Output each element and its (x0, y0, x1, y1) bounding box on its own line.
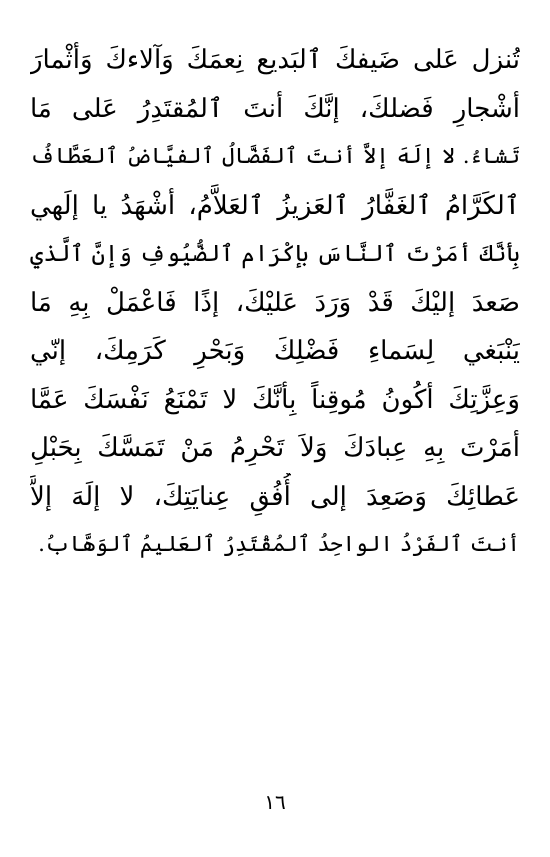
text-line-8: وَعِزَّتِكَ أكُونُ مُوقِناً بِأنَّكَ لا تَمْنَعُ نَفْسَكَ عَمَّا (30, 384, 520, 415)
text-line-4: ٱلكَرَّامُ ٱلغَفَّارُ ٱلعَزيزُ ٱلعَلاَّمُ، أشْهَدُ يا إلَهي (30, 190, 520, 221)
text-line-1: تُنزل عَلى ضَيفكَ ٱلبَديع نِعمَكَ وَآلاءكَ وَأثْمارَ (30, 45, 520, 75)
text-line-6: صَعدَ إليْكَ قَدْ وَرَدَ عَليْكَ، إذًا فَاعْمَلْ بِهِ مَا (30, 287, 520, 318)
text-line-10: عَطائِكَ وَصَعِدَ إلى أُفُقِ عِنايَتِكَ، لا إلَهَ إلاَّ (30, 481, 520, 512)
text-line-3: تَشاءُ. لا إلَهَ إلاَّ أنتَ ٱلفَضَّالُ ٱلفيَّاضُ ٱلعَطَّافُ (30, 144, 520, 169)
prayer-text-block (30, 36, 520, 570)
text-line-5: بِأنَّكَ أمَرْتَ ٱلنَّاسَ بإكْرَام ٱلضُّيُوفِ وَإنَّ ٱلَّذي (30, 241, 520, 267)
page-number: ١٦ (264, 790, 286, 814)
text-line-9: أمَرْتَ بِهِ عِبادَكَ وَلاَ تَحْرِمُ مَنْ تَمَسَّكَ بِحَبْلِ (30, 433, 520, 463)
text-line-7: يَنْبَغي لِسَماءِ فَضْلِكَ وَبَحْرِ كَرَمِكَ، إنّي (30, 336, 520, 366)
text-line-11: أنتَ ٱلفَرْدُ الواحِدُ ٱلمُقْتَدِرُ ٱلعَليمُ ٱلوَهَّابُ. (38, 532, 520, 557)
text-line-2: أشْجارِ فَضلكَ، إنَّكَ أنتَ ٱلمُقتَدِرُ عَلى مَا (30, 93, 520, 124)
